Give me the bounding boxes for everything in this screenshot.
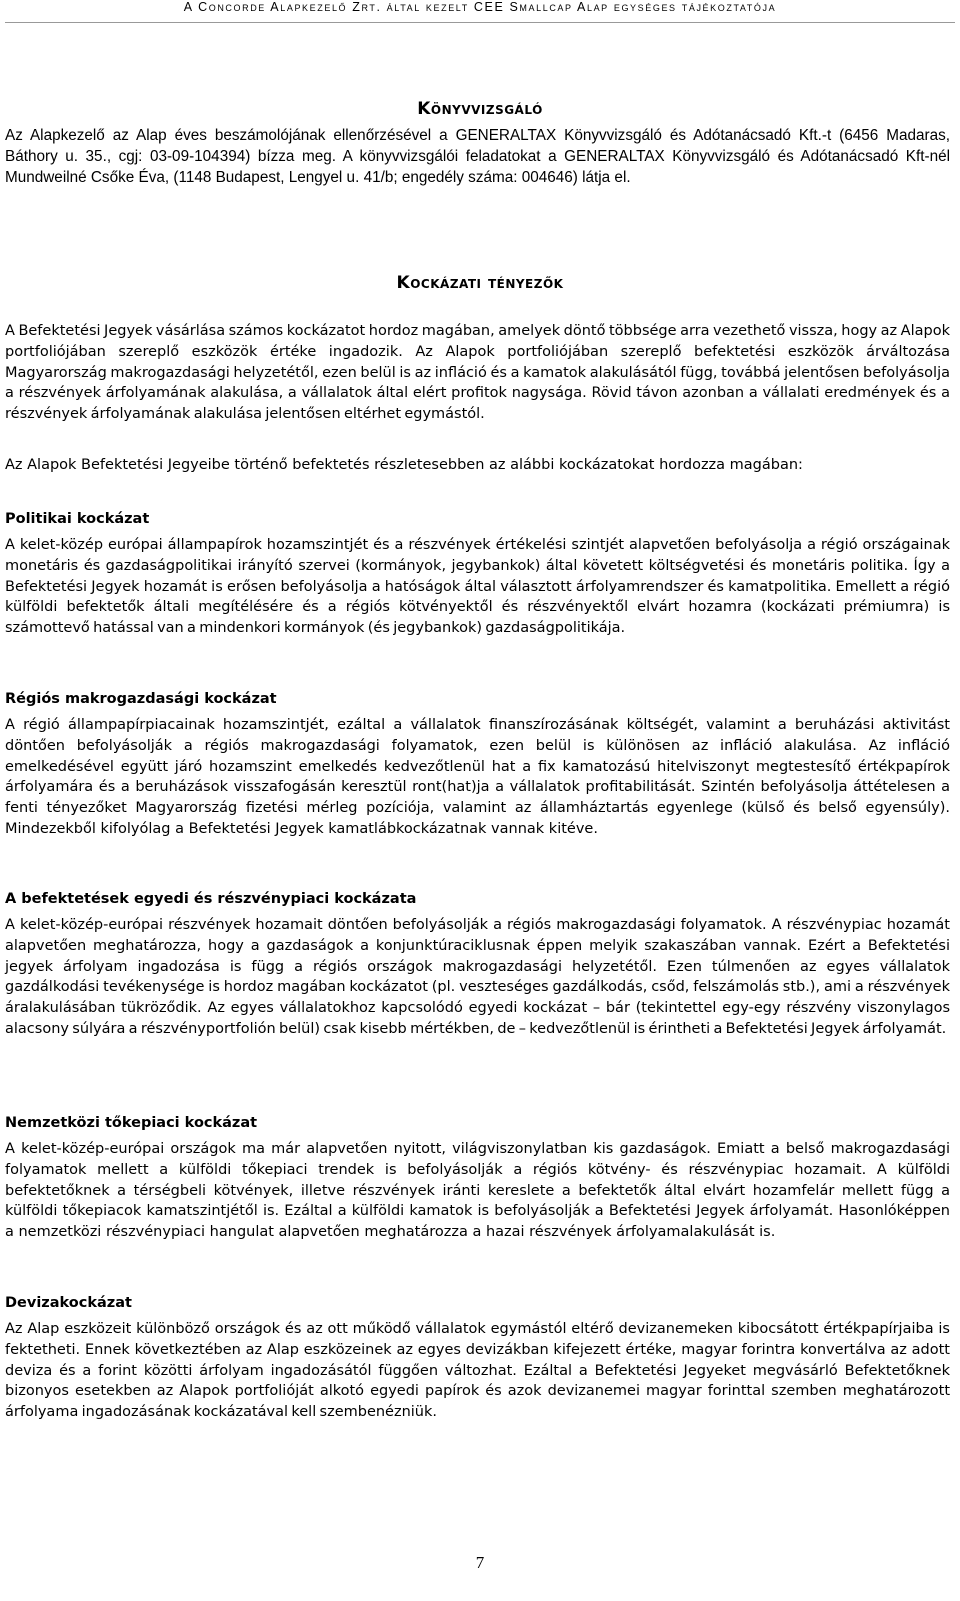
risk-heading-macro: Régiós makrogazdasági kockázat: [5, 691, 277, 707]
page-number: 7: [475, 1553, 485, 1572]
risk-text-equity: A kelet-közép-európai részvények hozamait döntően befolyásolják a régiós makrogazdasági folyamatok. A részvénypiac hozamát alapvetően meghatározza, hogy a gazdaságok a konjunktúraciklusnak éppen melyik szakaszában vannak. Ezért a Befektetési jegyek árfolyam ingadozása is függ a régiós országok makrogazdasági helyzetétől. Ezen túlmenően az egyes vállalatok gazdálkodási tevékenysége is hordoz magában kockázatot (pl. veszteséges gazdálkodás, csőd, felszámolás stb.), ami a részvények áralakulásában tükröződik. Az egyes vállalatokhoz kapcsolódó egyedi kockázat – bár (tekintettel egy-egy részvény viszonylagos alacsony súlyára a részvényportfolión belül) csak kisebb mértékben, de – kedvezőtlenül is érintheti a Befektetési Jegyek árfolyamát.: [5, 917, 950, 1037]
risk-heading-currency: Devizakockázat: [5, 1295, 132, 1311]
risk-text-currency: Az Alap eszközeit különböző országok és az ott működő vállalatok egymástól eltérő devizanemeken kibocsátott értékpapírjaiba is fektetheti. Ennek következtében az Alap eszközeinek az egyes devizákban kifejezett értéke, magyar forintra konvertálva az adott deviza és a forint közötti árfolyam ingadozásától függően változhat. Ezáltal a Befektetési Jegyeket megvásárló Befektetőknek bizonyos esetekben az Alapok portfolióját alkotó egyedi papírok és azok devizanemei magyar forinttal szemben meghatározott árfolyama ingadozásának kockázatával kell szembenézniük.: [5, 1321, 950, 1421]
header-rule: [5, 22, 955, 23]
risk-factors-title: Kockázati tényezők: [396, 273, 564, 293]
risk-intro-paragraph: A Befektetési Jegyek vásárlása számos kockázatot hordoz magában, amelyek döntő többsége arra vezethető vissza, hogy az Alapok portfoliójában szereplő eszközök értéke ingadozik. Az Alapok portfoliójában szereplő befektetési eszközök árváltozása Magyarország makrogazdasági helyzetétől, ezen belül is az infláció és a kamatok alakulásától függ, továbbá jelentősen befolyásolja a részvények árfolyamának alakulása, a vállalatok által elért profitok nagysága. Rövid távon azonban a vállalati eredmények és a részvények árfolyamának alakulása jelentősen eltérhet egymástól.: [5, 323, 950, 423]
running-header: A Concorde Alapkezelő Zrt. által kezelt CEE Smallcap Alap egységes tájékoztatója: [183, 0, 777, 14]
risk-lead-paragraph: Az Alapok Befektetési Jegyeibe történő befektetés részletesebben az alábbi kockázatokat hordozza magában:: [5, 457, 803, 473]
risk-text-international: A kelet-közép-európai országok ma már alapvetően nyitott, világviszonylatban kis gazdaságok. Emiatt a belső makrogazdasági folyamatok mellett a külföldi tőkepiaci trendek is befolyásolják a régiós kötvény- és részvénypiac hozamait. A külföldi befektetőknek a térségbeli kötvények, illetve részvények iránti kereslete a befektetők által elvárt hozamfelár mellett függ a külföldi tőkepiacok kamatszintjétől is. Ezáltal a külföldi kamatok is befolyásolják a Befektetési Jegyek árfolyamát. Hasonlóképpen a nemzetközi részvénypiaci hangulat alapvetően meghatározza a hazai részvények árfolyamalakulását is.: [5, 1141, 950, 1241]
risk-heading-political: Politikai kockázat: [5, 511, 150, 527]
auditor-title: Könyvvizsgáló: [417, 99, 543, 119]
risk-text-political: A kelet-közép európai állampapírok hozamszintjét és a részvények értékelési szintjét alapvetően befolyásolja a régió országainak monetáris és gazdaságpolitikai irányító szervei (kormányok, jegybankok) által követett költségvetési és monetáris politika. Így a Befektetési Jegyek hozamát is erősen befolyásolja a hatóságok által választott árfolyamrendszer és kamatpolitika. Emellett a régió külföldi befektetők általi megítélésére és a régiós kötvényektől és részvényektől elvárt hozamra (kockázati prémiumra) is számottevő hatással van a mindenkori kormányok (és jegybankok) gazdaságpolitikája.: [5, 537, 950, 637]
auditor-paragraph: Az Alapkezelő az Alap éves beszámolójának ellenőrzésével a GENERALTAX Könyvvizsgáló és Adótanácsadó Kft.-t (6456 Madaras, Báthory u. 35., cgj: 03-09-104394) bízza meg. A könyvvizsgálói feladatokat a GENERALTAX Könyvvizsgáló és Adótanácsadó Kft-nél Mundweilné Csőke Éva, (1148 Budapest, Lengyel u. 41/b; engedély száma: 004646) látja el.: [5, 127, 950, 186]
risk-heading-equity: A befektetések egyedi és részvénypiaci kockázata: [5, 891, 417, 907]
risk-text-macro: A régió állampapírpiacainak hozamszintjét, ezáltal a vállalatok finanszírozásának költségét, valamint a beruházási aktivitást döntően befolyásolják a régiós makrogazdasági folyamatok, ezen belül is különösen az infláció alakulása. Az infláció emelkedésével együtt járó hozamszint emelkedés kedvezőtlenül hat a fix kamatozású hitelviszonyt megtestesítő értékpapírok árfolyamára és a beruházások visszafogásán keresztül ront(hat)ja a vállalatok profitabilitását. Szintén befolyásolja áttételesen a fenti tényezőket Magyarország fizetési mérleg pozíciója, valamint az államháztartás egyenlege (külső és belső egyensúly). Mindezekből kifolyólag a Befektetési Jegyek kamatlábkockázatnak vannak kitéve.: [5, 717, 950, 837]
risk-heading-international: Nemzetközi tőkepiaci kockázat: [5, 1115, 258, 1131]
